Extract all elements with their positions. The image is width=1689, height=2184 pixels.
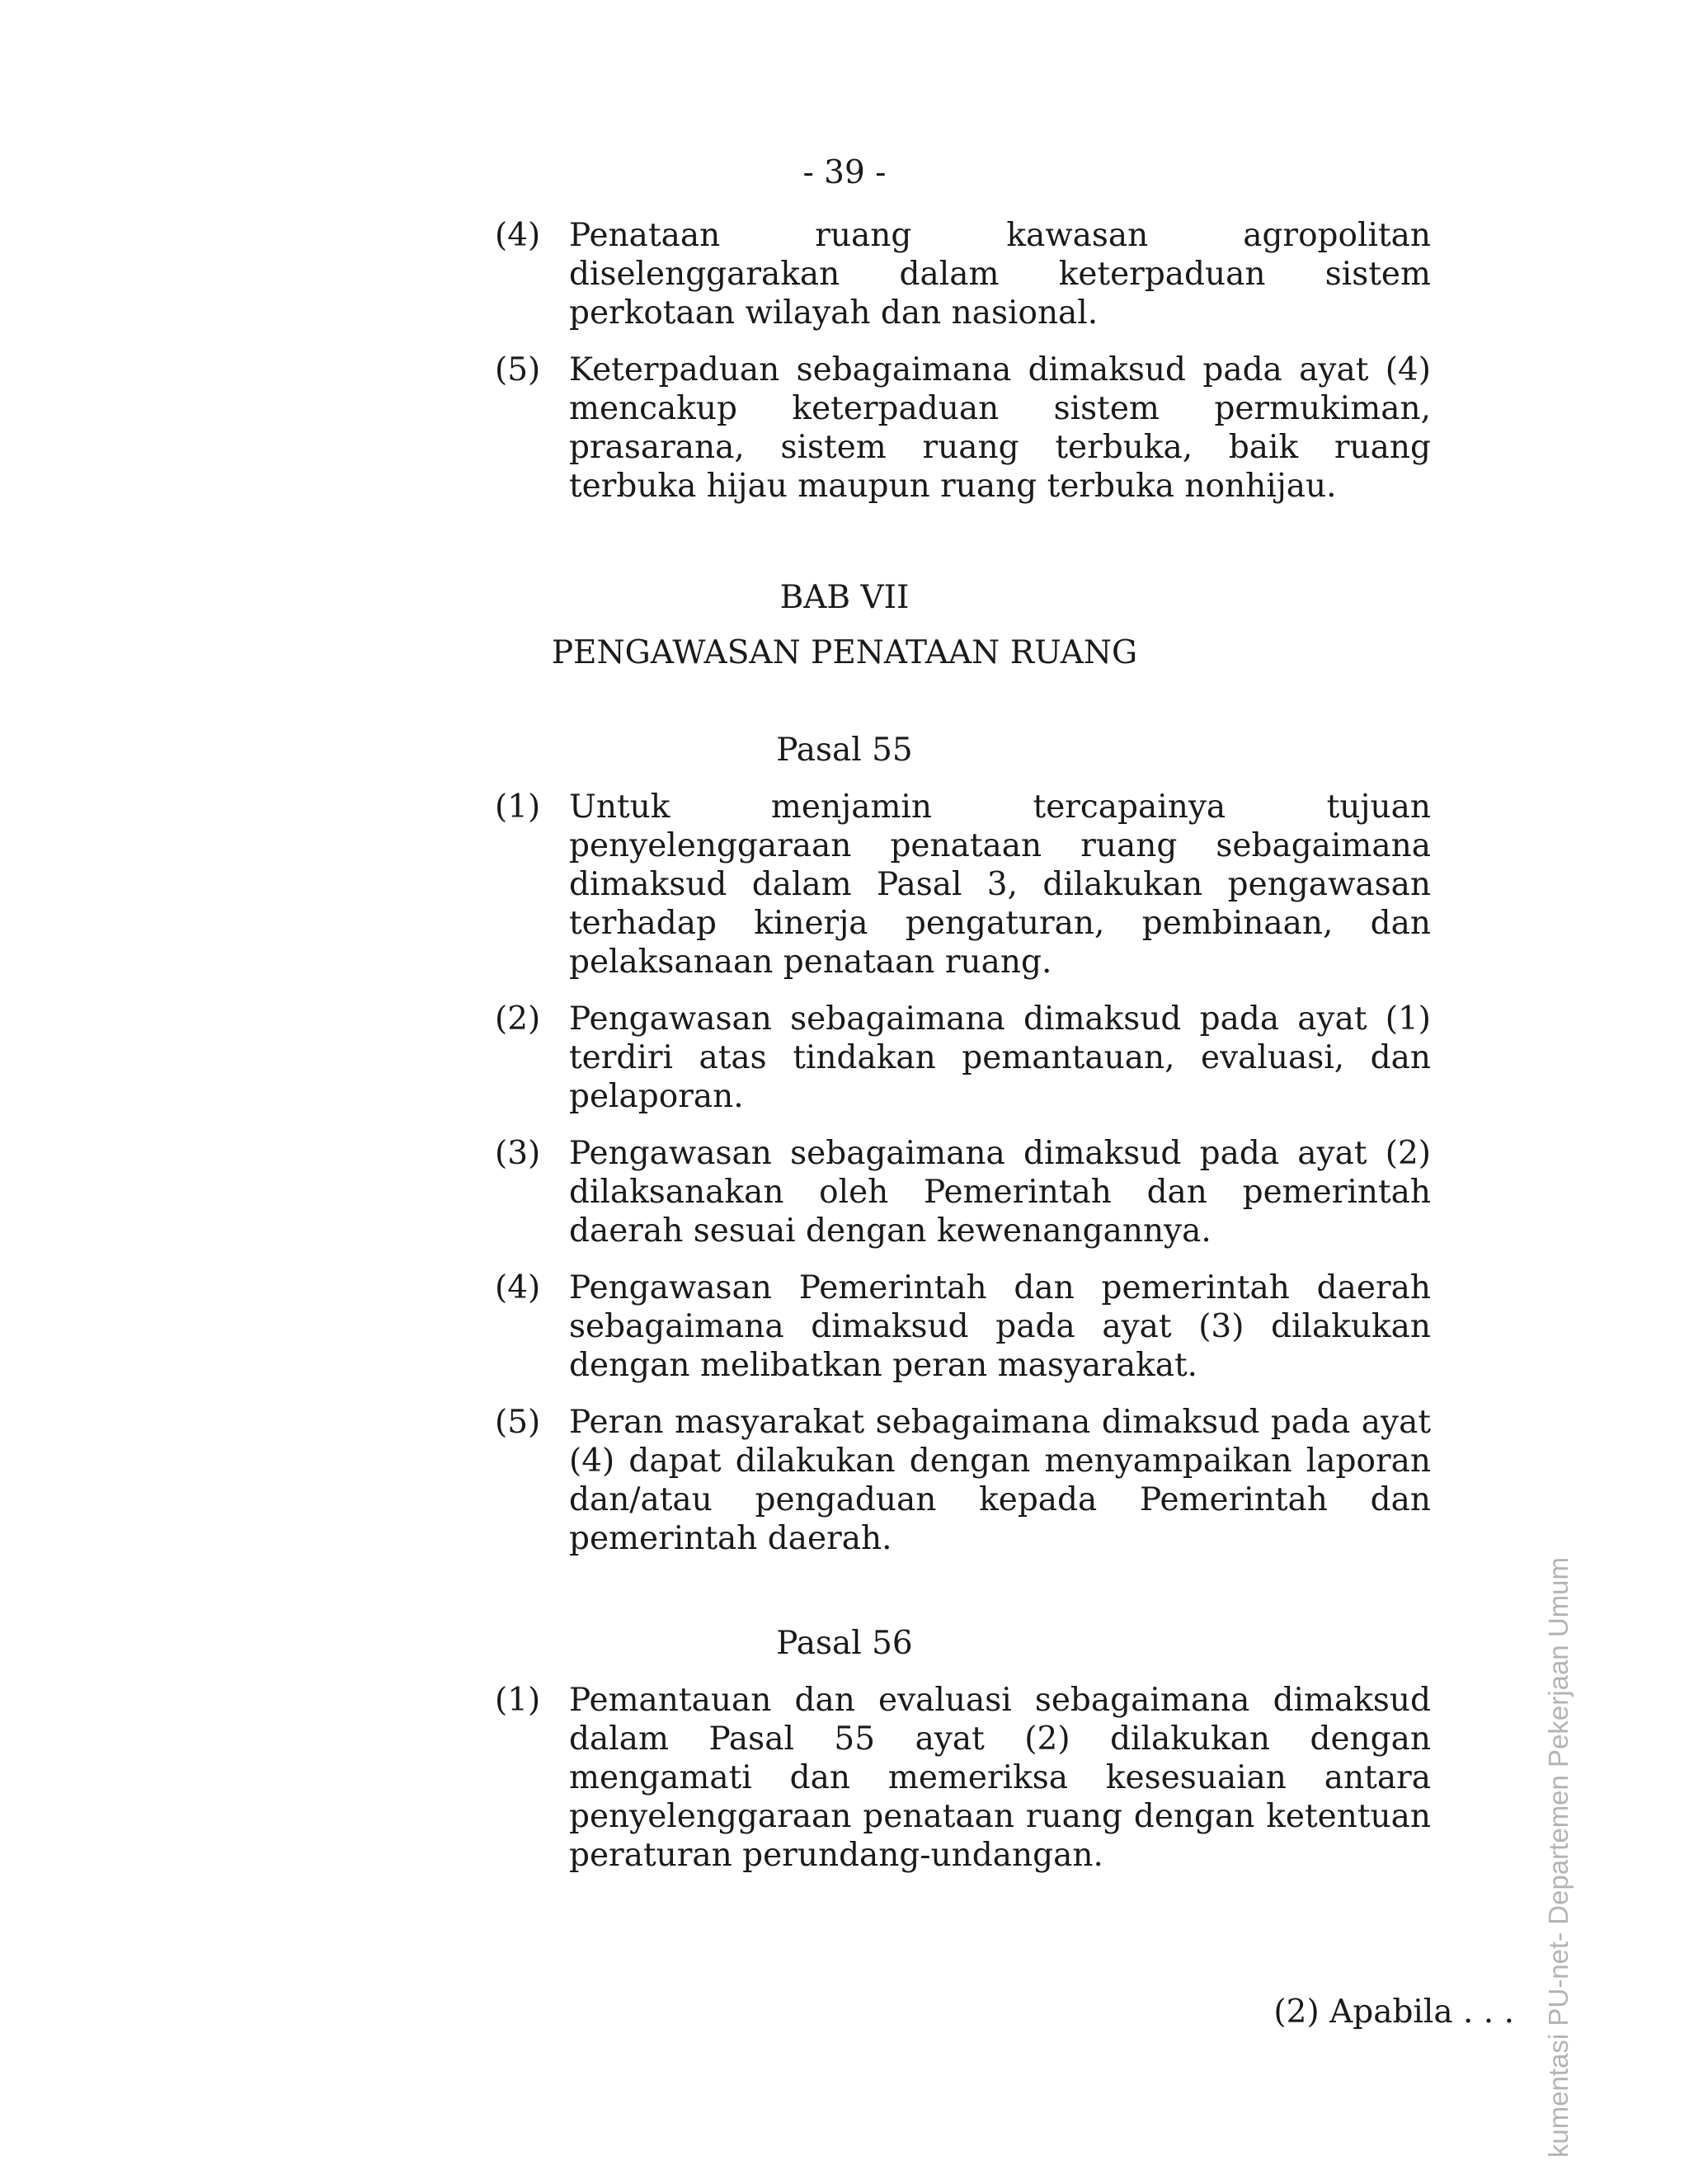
clause-text: Pengawasan sebagaimana dimaksud pada ayat (2) dilaksanakan oleh Pemerintah dan pemerintah daerah sesuai dengan kewenangannya. <box>569 1135 1431 1250</box>
pasal-55-title: Pasal 55 <box>776 732 913 769</box>
clause-text: Pengawasan Pemerintah dan pemerintah daerah sebagaimana dimaksud pada ayat (3) dilakukan dengan melibatkan peran masyarakat. <box>569 1269 1431 1384</box>
clause-text: Keterpaduan sebagaimana dimaksud pada ayat (4) mencakup keterpaduan sistem permukiman, prasarana, sistem ruang terbuka, baik ruang terbuka hijau maupun ruang terbuka nonhijau. <box>569 351 1431 505</box>
clause-5 <box>0 1403 1689 1558</box>
pasal-55-clauses <box>0 788 1689 1558</box>
clause-number: (1) <box>495 1682 541 1719</box>
clause-text: Peran masyarakat sebagaimana dimaksud pada ayat (4) dapat dilakukan dengan menyampaikan laporan dan/atau pengaduan kepada Pemerintah dan pemerintah daerah. <box>569 1404 1431 1557</box>
clause-text: Penataan ruang kawasan agropolitan diselenggarakan dalam keterpaduan sistem perkotaan wilayah dan nasional. <box>569 217 1431 332</box>
clause-number: (5) <box>495 351 541 388</box>
pasal-56-title: Pasal 56 <box>776 1625 913 1662</box>
pasal-56-clauses <box>0 1681 1689 1875</box>
clause-number: (4) <box>495 217 541 254</box>
clause-4 <box>0 216 1689 332</box>
clause-text: Untuk menjamin tercapainya tujuan penyelenggaraan penataan ruang sebagaimana dimaksud dalam Pasal 3, dilakukan pengawasan terhadap kinerja pengaturan, pembinaan, dan pelaksanaan penataan ruang. <box>569 788 1431 981</box>
clause-1 <box>0 788 1689 981</box>
clause-text: Pemantauan dan evaluasi sebagaimana dimaksud dalam Pasal 55 ayat (2) dilakukan dengan mengamati dan memeriksa kesesuaian antara penyelenggaraan penataan ruang dengan ketentuan peraturan perundang-undangan. <box>569 1682 1431 1874</box>
clause-5 <box>0 351 1689 506</box>
chapter-number: BAB VII <box>779 579 910 616</box>
clause-number: (1) <box>495 788 541 826</box>
catchword: (2) Apabila . . . <box>1273 1993 1514 2031</box>
clause-number: (3) <box>495 1135 541 1172</box>
clause-number: (2) <box>495 1000 541 1038</box>
clause-3 <box>0 1134 1689 1250</box>
page-number: - 39 - <box>802 154 887 191</box>
chapter-title: PENGAWASAN PENATAAN RUANG <box>551 634 1138 671</box>
clause-1 <box>0 1681 1689 1875</box>
clause-number: (4) <box>495 1269 541 1306</box>
clause-number: (5) <box>495 1404 541 1441</box>
clause-text: Pengawasan sebagaimana dimaksud pada ayat (1) terdiri atas tindakan pemantauan, evaluasi, dan pelaporan. <box>569 1000 1431 1115</box>
clause-2 <box>0 1000 1689 1116</box>
watermark: kumentasi PU-net- Departemen Pekerjaan Umum <box>1543 1557 1574 2158</box>
top-clauses <box>0 216 1689 506</box>
clause-4 <box>0 1269 1689 1385</box>
